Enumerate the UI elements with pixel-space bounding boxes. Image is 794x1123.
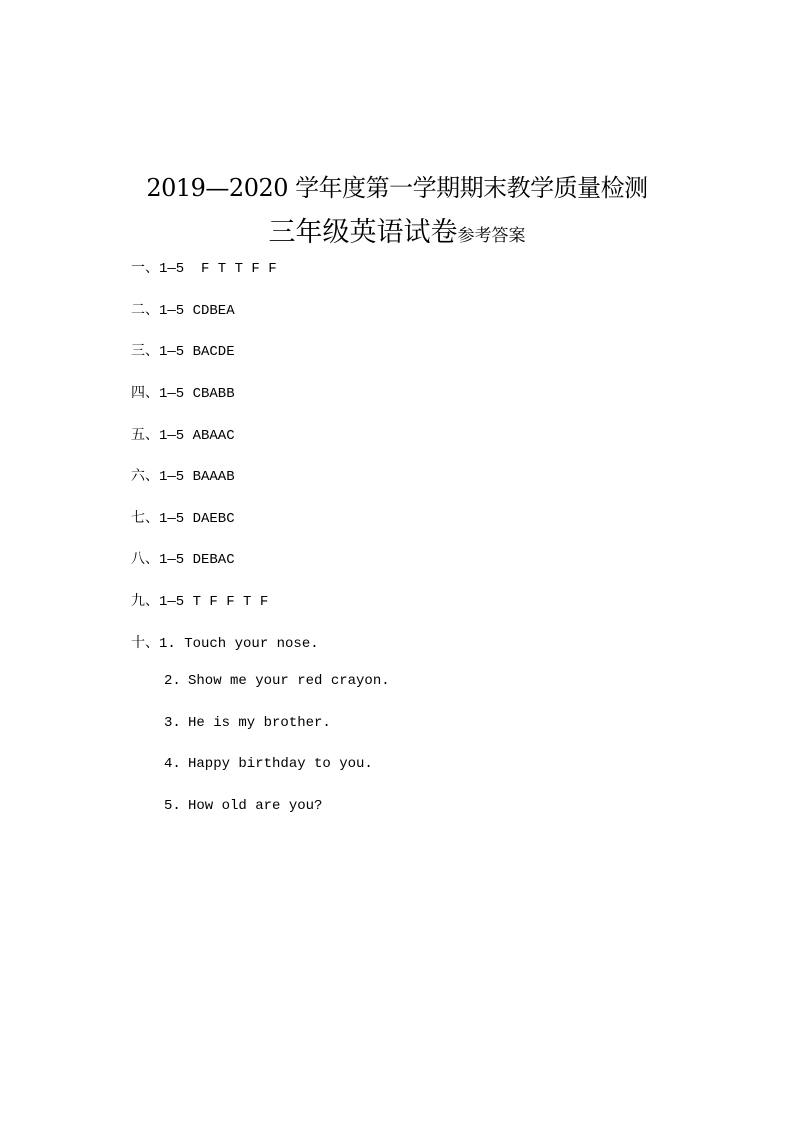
answer-text: 1—5 ABAAC xyxy=(159,428,235,444)
section-number: 七、 xyxy=(131,510,159,526)
answer-text: 1—5 DEBAC xyxy=(159,552,235,568)
document-title xyxy=(0,168,794,203)
answer-text: 1. Touch your nose. xyxy=(159,636,319,652)
subtitle-main: 三年级英语试卷 xyxy=(268,217,458,248)
sentence-number: 2. xyxy=(164,673,181,689)
answer-row-5 xyxy=(131,424,235,444)
sentence-row-2 xyxy=(164,673,390,689)
section-number: 八、 xyxy=(131,551,159,567)
answer-text: 1—5 BACDE xyxy=(159,344,235,360)
sentence-row-3 xyxy=(164,715,331,731)
section-number: 二、 xyxy=(131,302,159,318)
answer-text: 1—5 DAEBC xyxy=(159,511,235,527)
sentence-text: He is my brother. xyxy=(188,715,331,731)
answer-text: 1—5 T F F T F xyxy=(159,594,269,610)
answer-row-2 xyxy=(131,299,235,319)
section-number: 九、 xyxy=(131,593,159,609)
section-number: 四、 xyxy=(131,385,159,401)
sentence-row-4 xyxy=(164,756,373,772)
section-number: 三、 xyxy=(131,343,159,359)
sentence-text: Happy birthday to you. xyxy=(188,756,373,772)
answer-row-9 xyxy=(131,590,268,610)
answer-text: 1—5 CDBEA xyxy=(159,303,235,319)
answer-row-10 xyxy=(131,632,319,652)
answer-row-3 xyxy=(131,340,235,360)
answer-row-6 xyxy=(131,465,235,485)
answer-text: 1—5 F T T F F xyxy=(159,261,277,277)
section-number: 六、 xyxy=(131,468,159,484)
section-number: 五、 xyxy=(131,427,159,443)
answer-row-4 xyxy=(131,382,235,402)
document-title-text: 2019—2020 学年度第一学期期末教学质量检测 xyxy=(146,174,648,202)
sentence-number: 3. xyxy=(164,715,181,731)
answer-row-1 xyxy=(131,257,277,277)
answer-row-8 xyxy=(131,548,235,568)
sentence-text: Show me your red crayon. xyxy=(188,673,390,689)
section-number: 十、 xyxy=(131,635,159,651)
answer-text: 1—5 CBABB xyxy=(159,386,235,402)
answer-row-7 xyxy=(131,507,235,527)
sentence-number: 5. xyxy=(164,798,181,814)
sentence-row-5 xyxy=(164,798,322,814)
section-number: 一、 xyxy=(131,260,159,276)
answer-text: 1—5 BAAAB xyxy=(159,469,235,485)
subtitle-answer-key: 参考答案 xyxy=(457,226,526,246)
document-subtitle xyxy=(0,210,794,249)
sentence-number: 4. xyxy=(164,756,181,772)
sentence-text: How old are you? xyxy=(188,798,323,814)
